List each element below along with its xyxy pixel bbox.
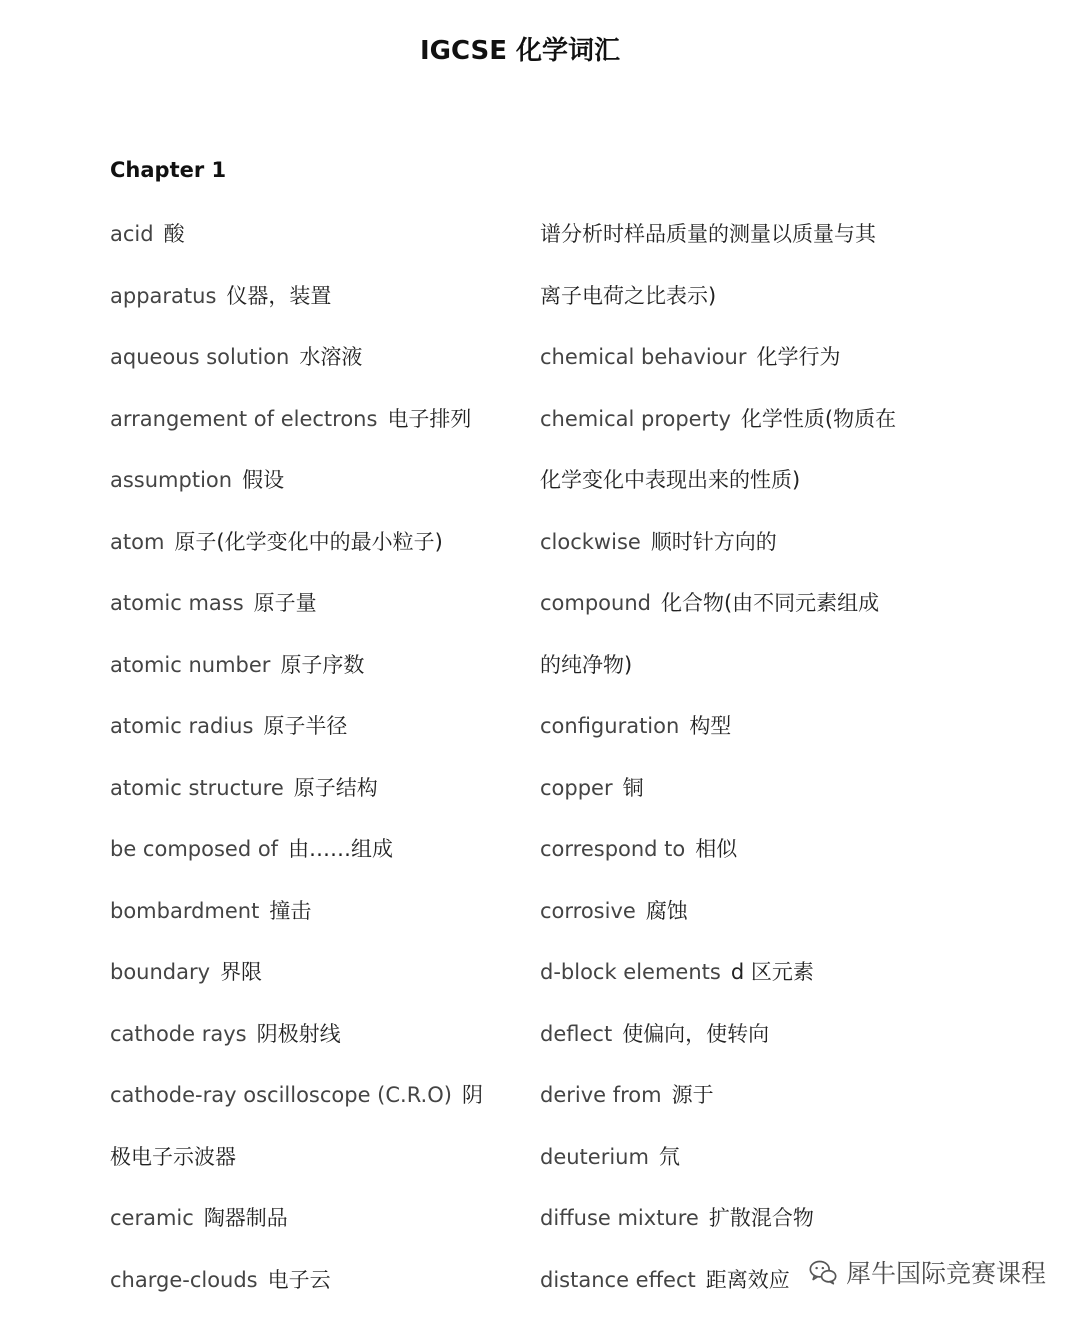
vocab-entry-continuation — [110, 1127, 520, 1189]
vocab-gloss: 化合物(由不同元素组成 — [660, 591, 880, 615]
vocab-gloss: 由……组成 — [288, 837, 394, 861]
vocab-gloss: 相似 — [695, 837, 738, 861]
vocab-entry — [540, 1188, 940, 1250]
vocab-entry — [110, 942, 520, 1004]
vocab-gloss: 阴极射线 — [256, 1021, 341, 1046]
vocab-term: correspond to — [540, 837, 686, 861]
vocab-entry — [110, 573, 520, 635]
vocab-term: clockwise — [540, 529, 641, 554]
watermark — [808, 1254, 1046, 1290]
vocab-gloss: 离子电荷之比表示) — [540, 283, 717, 308]
vocab-entry — [110, 389, 520, 451]
vocab-entry-continuation — [540, 635, 940, 697]
vocab-entry — [110, 266, 520, 328]
watermark-text: 犀牛国际竞赛课程 — [845, 1259, 1046, 1288]
vocab-entry — [540, 881, 940, 943]
vocab-gloss: 原子序数 — [280, 652, 365, 677]
vocab-term: distance effect — [540, 1267, 696, 1292]
vocab-entry — [540, 696, 940, 758]
right-vocab-column — [540, 204, 940, 1311]
vocab-entry — [540, 1004, 940, 1066]
vocab-entry — [540, 1065, 940, 1127]
vocab-gloss: 化学行为 — [756, 345, 841, 369]
vocab-entry — [110, 327, 520, 389]
vocab-gloss: 扩散混合物 — [708, 1206, 814, 1230]
vocab-term: ceramic — [110, 1206, 194, 1230]
vocab-gloss: 界限 — [220, 960, 263, 984]
vocab-entry — [540, 942, 940, 1004]
vocab-entry — [540, 819, 940, 881]
vocab-gloss: 电子云 — [267, 1267, 331, 1292]
vocab-gloss: 腐蚀 — [645, 898, 688, 923]
vocab-gloss: 源于 — [671, 1083, 714, 1107]
wechat-icon — [808, 1257, 838, 1287]
vocab-gloss: 谱分析时样品质量的测量以质量与其 — [540, 222, 876, 246]
vocab-entry — [110, 450, 520, 512]
vocab-gloss: 极电子示波器 — [110, 1144, 236, 1169]
vocab-term: atomic mass — [110, 591, 244, 615]
vocab-entry — [110, 881, 520, 943]
vocab-term: corrosive — [540, 898, 636, 923]
vocab-term: atomic structure — [110, 775, 284, 800]
vocab-entry-continuation — [540, 204, 940, 266]
vocab-term: cathode-ray oscilloscope (C.R.O) — [110, 1083, 452, 1107]
vocab-term: d-block elements — [540, 960, 721, 984]
left-vocab-column — [110, 204, 520, 1311]
vocab-gloss: 原子量 — [253, 591, 317, 615]
vocab-term: assumption — [110, 468, 233, 492]
vocab-term: compound — [540, 591, 651, 615]
chapter-heading: Chapter 1 — [110, 158, 227, 182]
vocab-entry — [540, 758, 940, 820]
vocab-term: charge-clouds — [110, 1267, 258, 1292]
page-title: IGCSE 化学词汇 — [419, 36, 621, 66]
vocab-gloss: 撞击 — [269, 898, 312, 923]
vocab-gloss: 原子(化学变化中的最小粒子) — [174, 529, 443, 554]
vocab-entry — [110, 819, 520, 881]
vocab-entry — [540, 1127, 940, 1189]
vocab-term: aqueous solution — [110, 345, 290, 369]
vocab-term: diffuse mixture — [540, 1206, 699, 1230]
vocab-term: be composed of — [110, 837, 279, 861]
vocab-entry — [110, 512, 520, 574]
vocab-gloss: 使偏向，使转向 — [622, 1021, 770, 1046]
vocab-entry — [540, 327, 940, 389]
vocab-entry — [110, 635, 520, 697]
vocab-gloss: 铜 — [622, 775, 644, 800]
vocab-term: atomic radius — [110, 714, 254, 738]
vocab-entry — [110, 696, 520, 758]
vocab-term: atomic number — [110, 652, 271, 677]
vocab-term: bombardment — [110, 898, 260, 923]
vocab-term: atom — [110, 529, 165, 554]
vocab-entry — [110, 1004, 520, 1066]
vocab-entry — [110, 1065, 520, 1127]
vocab-term: deuterium — [540, 1144, 649, 1169]
vocab-gloss: 原子半径 — [263, 714, 348, 738]
vocab-term: chemical behaviour — [540, 345, 747, 369]
vocab-gloss: 水溶液 — [299, 345, 363, 369]
vocab-entry-continuation — [540, 450, 940, 512]
vocab-term: chemical property — [540, 406, 731, 431]
vocab-gloss: 化学性质(物质在 — [740, 406, 897, 431]
vocab-gloss: d 区元素 — [730, 960, 814, 984]
vocab-gloss: 氘 — [658, 1144, 680, 1169]
vocab-term: deflect — [540, 1021, 613, 1046]
vocab-term: acid — [110, 222, 154, 246]
vocab-term: cathode rays — [110, 1021, 247, 1046]
vocab-entry — [110, 1188, 520, 1250]
vocab-gloss: 阴 — [461, 1083, 483, 1107]
vocab-gloss: 构型 — [689, 714, 732, 738]
vocab-entry-continuation — [540, 266, 940, 328]
vocab-entry — [110, 758, 520, 820]
vocab-term: arrangement of electrons — [110, 406, 378, 431]
vocab-gloss: 酸 — [163, 222, 185, 246]
vocab-entry — [540, 573, 940, 635]
vocab-entry — [110, 204, 520, 266]
vocab-term: copper — [540, 775, 613, 800]
vocab-gloss: 顺时针方向的 — [650, 529, 777, 554]
vocab-entry — [110, 1250, 520, 1312]
vocab-gloss: 的纯净物) — [540, 652, 633, 677]
vocab-term: boundary — [110, 960, 211, 984]
vocab-gloss: 陶器制品 — [203, 1206, 288, 1230]
vocab-gloss: 仪器，装置 — [226, 283, 332, 308]
vocab-term: configuration — [540, 714, 680, 738]
vocab-term: derive from — [540, 1083, 662, 1107]
vocab-entry — [540, 389, 940, 451]
vocab-term: apparatus — [110, 283, 217, 308]
vocab-gloss: 电子排列 — [387, 406, 472, 431]
vocab-gloss: 原子结构 — [293, 775, 378, 800]
vocab-gloss: 化学变化中表现出来的性质) — [540, 468, 801, 492]
vocab-entry — [540, 512, 940, 574]
vocab-gloss: 距离效应 — [705, 1267, 790, 1292]
vocab-gloss: 假设 — [242, 468, 285, 492]
